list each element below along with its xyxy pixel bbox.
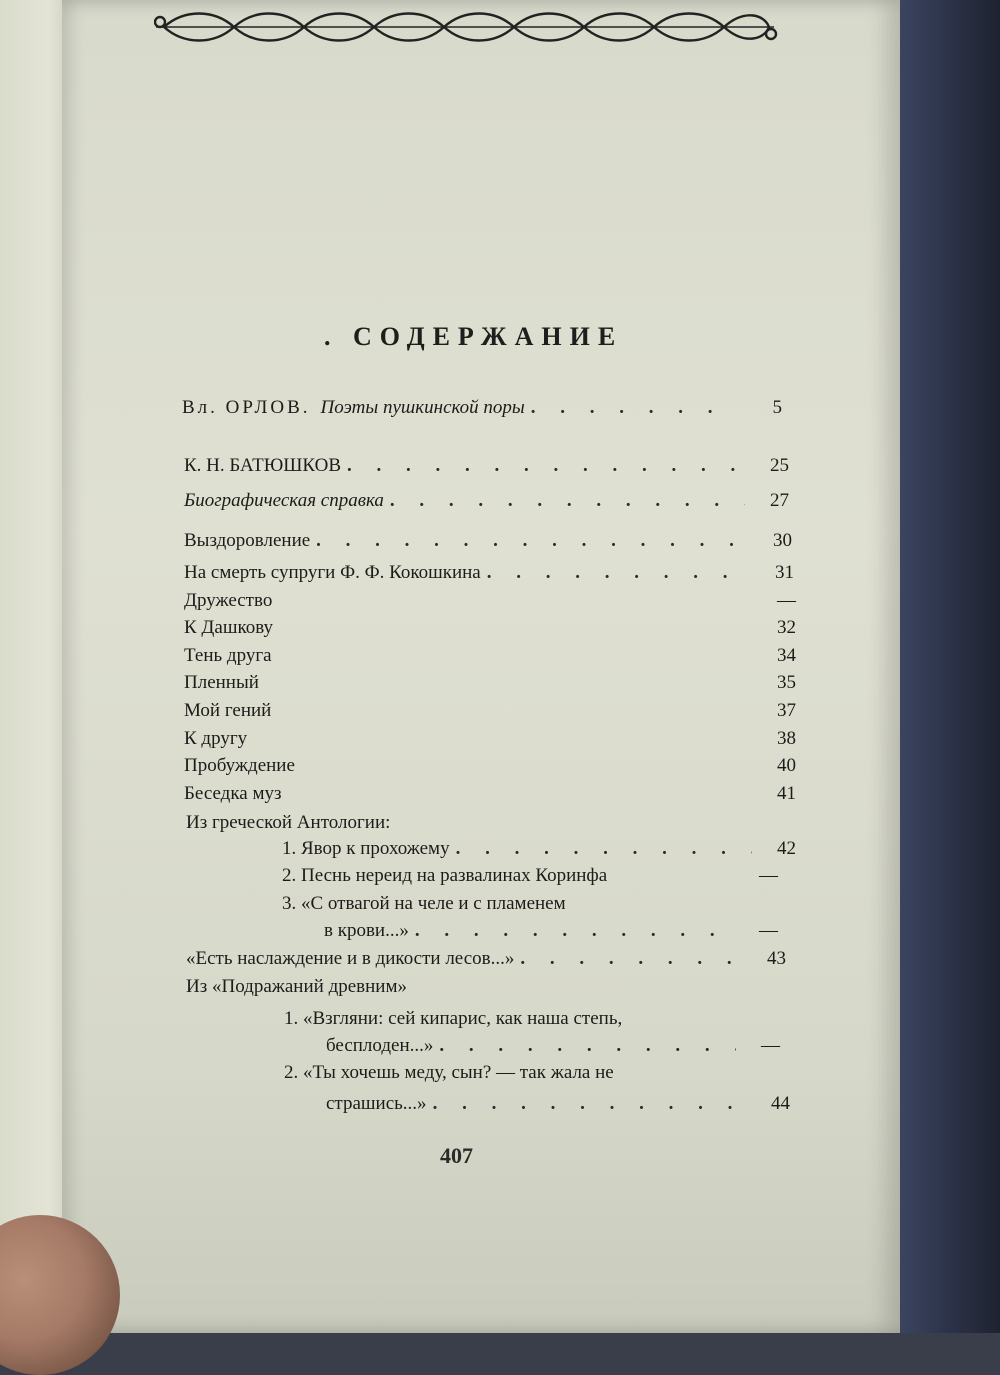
leader-dots: [481, 562, 750, 584]
toc-entry[interactable]: [184, 590, 796, 618]
toc-page: 40: [777, 755, 796, 776]
leader-dots: [433, 1035, 736, 1057]
toc-title-line1: 2. «Ты хочешь меду, сын? — так жала не: [284, 1062, 614, 1083]
toc-page: —: [761, 1035, 780, 1056]
toc-page: 43: [767, 948, 786, 969]
toc-page: 35: [777, 672, 796, 693]
toc-page: 27: [770, 490, 789, 511]
toc-title: К другу: [184, 728, 248, 749]
toc-entry[interactable]: [184, 783, 796, 811]
toc-title: Пленный: [184, 672, 259, 693]
toc-page: 41: [777, 783, 796, 804]
toc-entry[interactable]: [184, 530, 792, 558]
toc-title: Биографическая справка: [184, 490, 384, 511]
toc-page: —: [759, 865, 778, 886]
toc-entry[interactable]: [326, 1035, 780, 1063]
toc-title-cont: в крови...»: [324, 920, 409, 941]
leader-dots: [409, 920, 734, 942]
anthology-heading: Из греческой Антологии:: [186, 812, 391, 833]
toc-entry[interactable]: [326, 1093, 790, 1121]
toc-entry[interactable]: [184, 672, 796, 700]
toc-entry[interactable]: [184, 755, 796, 783]
previous-page-edge: [0, 0, 70, 1333]
leader-dots: [310, 530, 748, 552]
leader-dots: [514, 948, 742, 970]
toc-title: Тень друга: [184, 645, 272, 666]
toc-entry[interactable]: [324, 920, 778, 948]
leader-dots: [427, 1093, 746, 1115]
heading-prefix: .: [324, 322, 339, 351]
book-page: [62, 0, 900, 1333]
toc-page: 38: [777, 728, 796, 749]
toc-title: На смерть супруги Ф. Ф. Кокошкина: [184, 562, 481, 583]
toc-page: —: [777, 590, 796, 611]
leader-dots: [341, 455, 745, 477]
toc-page: 37: [777, 700, 796, 721]
toc-page: 42: [777, 838, 796, 859]
toc-page: —: [759, 920, 778, 941]
toc-page: 34: [777, 645, 796, 666]
toc-title: Мой гений: [184, 700, 272, 721]
toc-title: 1. Явор к прохожему: [282, 838, 450, 859]
toc-entry[interactable]: [282, 838, 796, 866]
toc-title: 2. Песнь нереид на развалинах Коринфа: [282, 865, 608, 886]
leader-dots: [384, 490, 745, 512]
leader-dots: [450, 838, 752, 860]
toc-entry[interactable]: [184, 645, 796, 673]
leader-dots: [525, 397, 738, 419]
toc-author: К. Н. БАТЮШКОВ: [184, 455, 342, 476]
toc-entry-bio[interactable]: [184, 490, 789, 518]
toc-page: 32: [777, 617, 796, 638]
toc-entry[interactable]: [184, 728, 796, 756]
page-number: 407: [440, 1143, 473, 1168]
toc-entry[interactable]: [184, 562, 794, 590]
imitations-heading: Из «Подражаний древним»: [186, 976, 407, 997]
toc-entry[interactable]: [282, 865, 778, 893]
toc-title: «Есть наслаждение и в дикости лесов...»: [186, 948, 515, 969]
toc-entry-batyushkov[interactable]: [184, 455, 789, 483]
toc-page: 31: [775, 562, 794, 583]
toc-page: 44: [771, 1093, 790, 1114]
heading-text: СОДЕРЖАНИЕ: [353, 322, 624, 351]
toc-title-line1: 3. «С отвагой на челе и с пламенем: [282, 893, 566, 914]
toc-entry[interactable]: [184, 617, 796, 645]
toc-page: 30: [773, 530, 792, 551]
toc-page: 5: [772, 397, 782, 418]
toc-author: Вл. ОРЛОВ.: [182, 397, 311, 418]
toc-title: Поэты пушкинской поры: [320, 397, 525, 418]
toc-title: Выздоровление: [184, 530, 311, 551]
ornament-icon: [154, 4, 779, 50]
toc-title-cont: бесплоден...»: [326, 1035, 434, 1056]
toc-title-line1: 1. «Взгляни: сей кипарис, как наша степь,: [284, 1008, 623, 1029]
toc-title: К Дашкову: [184, 617, 274, 638]
toc-entry[interactable]: [186, 948, 786, 976]
contents-heading: [324, 322, 744, 352]
toc-page: 25: [770, 455, 789, 476]
toc-title-cont: страшись...»: [326, 1093, 427, 1114]
toc-entry-intro[interactable]: [182, 397, 782, 425]
toc-title: Пробуждение: [184, 755, 295, 776]
toc-title: Беседка муз: [184, 783, 282, 804]
toc-title: Дружество: [184, 590, 273, 611]
toc-entry[interactable]: [184, 700, 796, 728]
